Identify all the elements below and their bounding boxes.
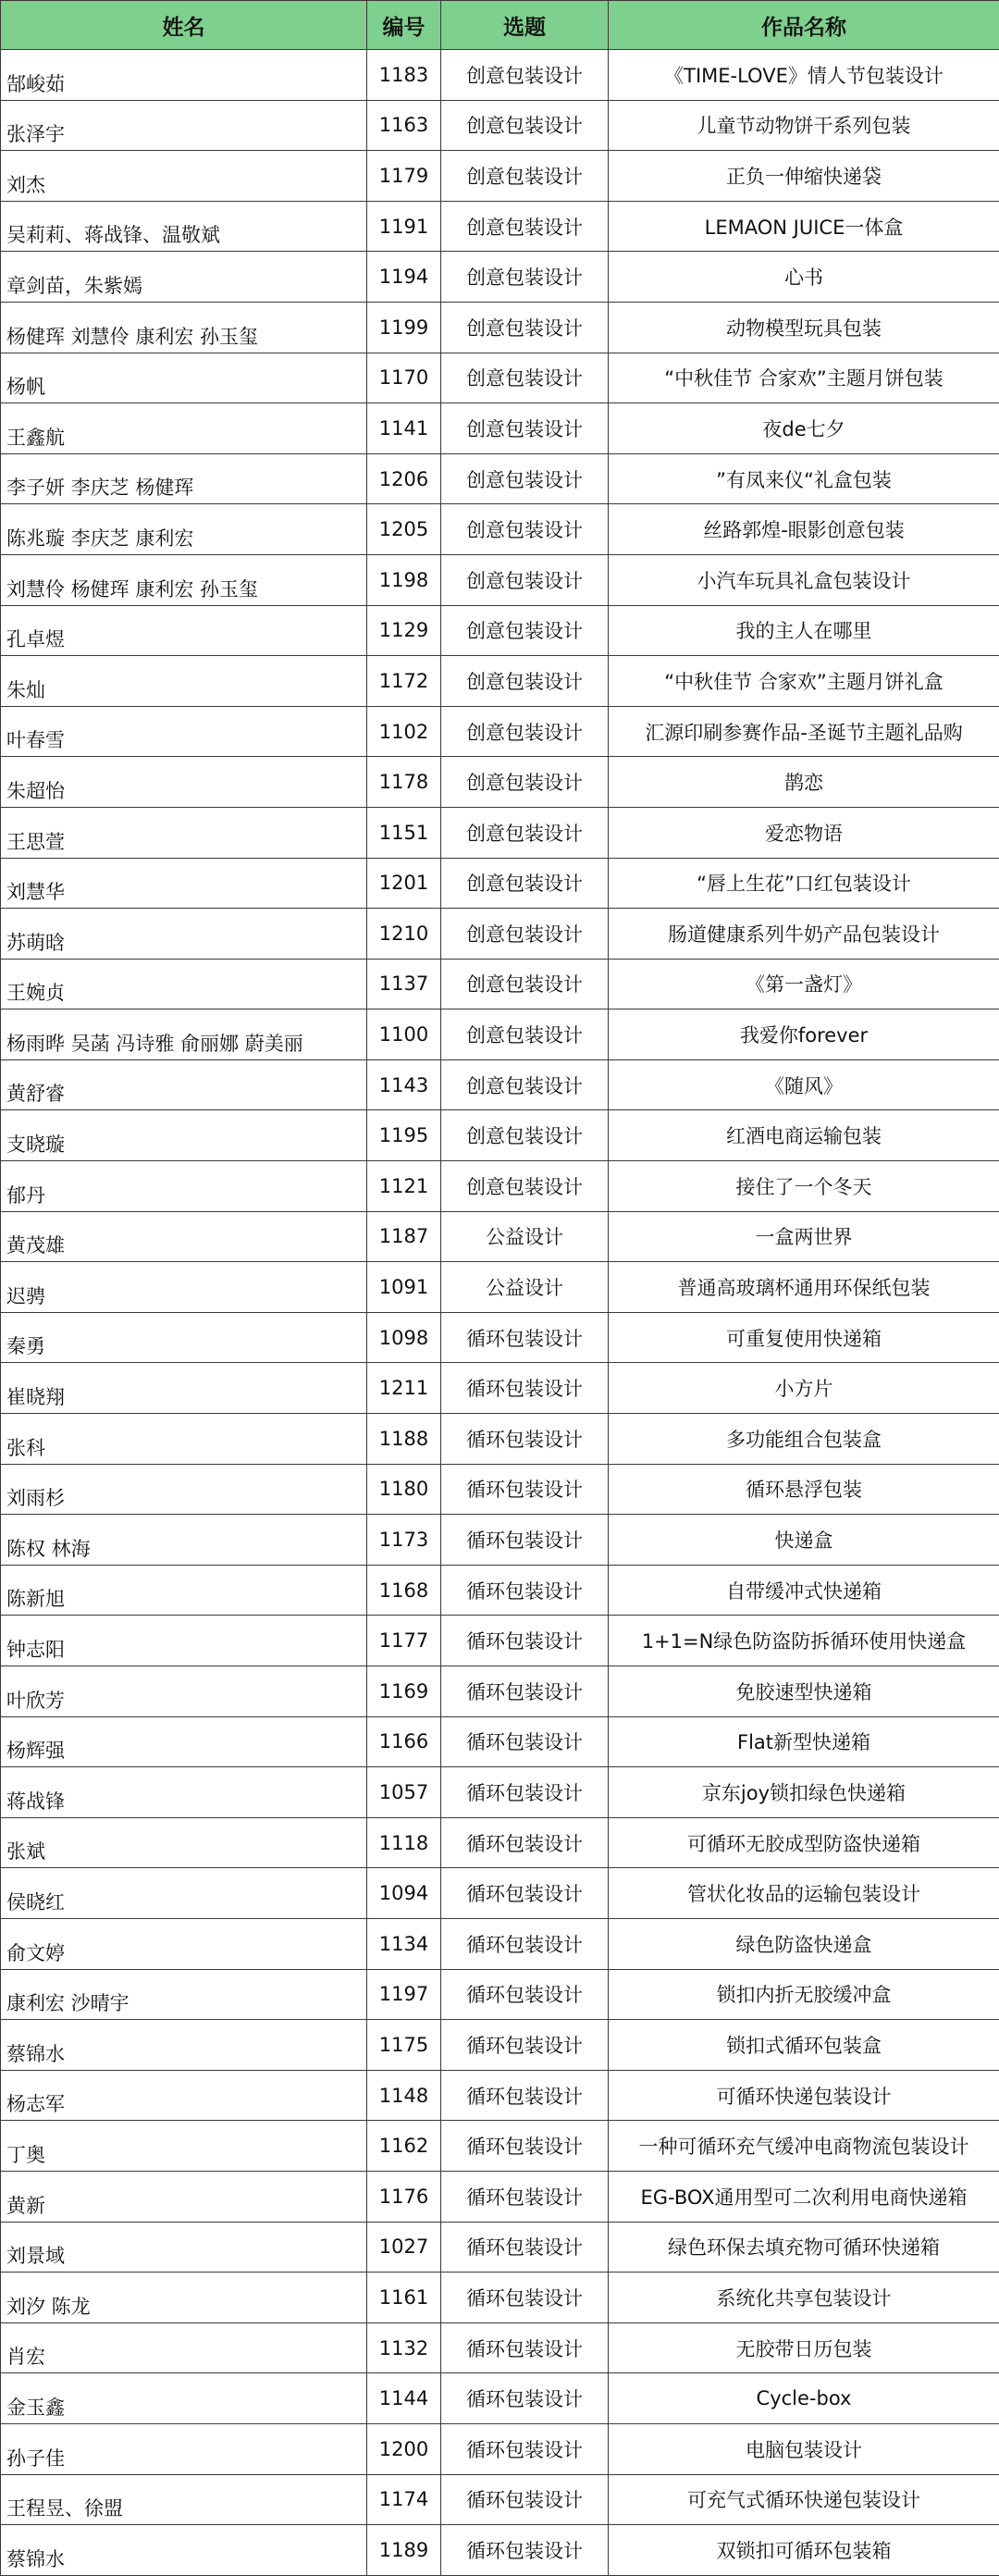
- cell-number: 1198: [367, 554, 441, 605]
- cell-topic: 循环包装设计: [441, 1515, 609, 1566]
- cell-number: 1210: [367, 909, 441, 960]
- cell-work-title: 我爱你forever: [609, 1009, 999, 1060]
- cell-work-title: 无胶带日历包装: [609, 2322, 999, 2373]
- cell-topic: 创意包装设计: [441, 706, 609, 757]
- cell-topic: 循环包装设计: [441, 1716, 609, 1767]
- cell-number: 1118: [367, 1817, 441, 1868]
- cell-topic: 循环包装设计: [441, 2525, 609, 2576]
- cell-name: 张泽宇: [1, 100, 367, 151]
- cell-number: 1144: [367, 2373, 441, 2424]
- cell-name: 章剑苗，朱紫嫣: [1, 252, 367, 303]
- cell-number: 1173: [367, 1515, 441, 1566]
- table-row: [1, 1817, 999, 1868]
- table-row: [1, 959, 999, 1009]
- cell-name: 杨志军: [1, 2070, 367, 2121]
- table-row: [1, 2121, 999, 2172]
- cell-topic: 循环包装设计: [441, 2171, 609, 2222]
- cell-name: 钟志阳: [1, 1616, 367, 1666]
- cell-work-title: 《随风》: [609, 1059, 999, 1110]
- cell-number: 1188: [367, 1414, 441, 1465]
- table-row: [1, 100, 999, 151]
- cell-work-title: 可重复使用快递箱: [609, 1312, 999, 1363]
- cell-work-title: 多功能组合包装盒: [609, 1414, 999, 1465]
- table-row: [1, 50, 999, 101]
- cell-work-title: 系统化共享包装设计: [609, 2273, 999, 2323]
- table-row: [1, 757, 999, 808]
- table-row: [1, 2222, 999, 2273]
- cell-name: 王思萱: [1, 807, 367, 858]
- cell-work-title: 小汽车玩具礼盒包装设计: [609, 554, 999, 605]
- cell-name: 秦勇: [1, 1312, 367, 1363]
- cell-work-title: 电脑包装设计: [609, 2423, 999, 2474]
- cell-topic: 创意包装设计: [441, 353, 609, 403]
- table-row: [1, 1009, 999, 1060]
- header-name: 姓名: [1, 1, 367, 50]
- cell-topic: 循环包装设计: [441, 1616, 609, 1666]
- cell-work-title: 普通高玻璃杯通用环保纸包装: [609, 1262, 999, 1313]
- cell-name: 刘雨杉: [1, 1464, 367, 1515]
- cell-work-title: 鹊恋: [609, 757, 999, 808]
- table-row: [1, 1110, 999, 1161]
- table-row: [1, 151, 999, 202]
- cell-name: 朱超怡: [1, 757, 367, 808]
- cell-topic: 创意包装设计: [441, 858, 609, 909]
- cell-number: 1180: [367, 1464, 441, 1515]
- cell-topic: 创意包装设计: [441, 403, 609, 454]
- cell-name: 黄新: [1, 2171, 367, 2222]
- cell-number: 1199: [367, 302, 441, 353]
- cell-name: 孔卓煜: [1, 605, 367, 656]
- cell-topic: 循环包装设计: [441, 1464, 609, 1515]
- cell-work-title: 夜de七夕: [609, 403, 999, 454]
- cell-work-title: 京东joy锁扣绿色快递箱: [609, 1767, 999, 1818]
- cell-work-title: 锁扣内折无胶缓冲盒: [609, 1969, 999, 2020]
- cell-name: 王程昱、徐盟: [1, 2474, 367, 2525]
- cell-topic: 公益设计: [441, 1211, 609, 1262]
- cell-number: 1194: [367, 252, 441, 303]
- cell-name: 叶春雪: [1, 706, 367, 757]
- cell-number: 1175: [367, 2020, 441, 2071]
- cell-topic: 循环包装设计: [441, 1969, 609, 2020]
- cell-number: 1027: [367, 2222, 441, 2273]
- table-row: [1, 807, 999, 858]
- cell-topic: 循环包装设计: [441, 1666, 609, 1717]
- table-row: [1, 909, 999, 960]
- cell-number: 1191: [367, 201, 441, 252]
- cell-name: 王婉贞: [1, 959, 367, 1009]
- table-row: [1, 201, 999, 252]
- cell-work-title: 免胶速型快递箱: [609, 1666, 999, 1717]
- cell-work-title: 自带缓冲式快递箱: [609, 1565, 999, 1616]
- cell-topic: 创意包装设计: [441, 151, 609, 202]
- cell-work-title: 管状化妆品的运输包装设计: [609, 1868, 999, 1919]
- table-row: [1, 1363, 999, 1414]
- cell-name: 孙子佳: [1, 2423, 367, 2474]
- table-row: [1, 2273, 999, 2323]
- cell-topic: 创意包装设计: [441, 757, 609, 808]
- table-row: [1, 1414, 999, 1465]
- table-row: [1, 1211, 999, 1262]
- cell-topic: 公益设计: [441, 1262, 609, 1313]
- table-row: [1, 1565, 999, 1616]
- cell-number: 1137: [367, 959, 441, 1009]
- cell-number: 1195: [367, 1110, 441, 1161]
- cell-number: 1177: [367, 1616, 441, 1666]
- table-row: [1, 1616, 999, 1666]
- cell-number: 1179: [367, 151, 441, 202]
- table-row: [1, 504, 999, 555]
- cell-work-title: 双锁扣可循环包装箱: [609, 2525, 999, 2576]
- cell-topic: 循环包装设计: [441, 1414, 609, 1465]
- cell-work-title: 肠道健康系列牛奶产品包装设计: [609, 909, 999, 960]
- cell-name: 陈兆璇 李庆芝 康利宏: [1, 504, 367, 555]
- cell-number: 1187: [367, 1211, 441, 1262]
- header-work-title: 作品名称: [609, 1, 999, 50]
- cell-topic: 创意包装设计: [441, 50, 609, 101]
- table-row: [1, 403, 999, 454]
- cell-work-title: 心书: [609, 252, 999, 303]
- cell-number: 1129: [367, 605, 441, 656]
- cell-name: 黄茂雄: [1, 1211, 367, 1262]
- cell-work-title: 丝路郭煌-眼影创意包装: [609, 504, 999, 555]
- cell-work-title: 爱恋物语: [609, 807, 999, 858]
- cell-name: 张科: [1, 1414, 367, 1465]
- cell-topic: 创意包装设计: [441, 302, 609, 353]
- cell-topic: 循环包装设计: [441, 1918, 609, 1969]
- cell-number: 1151: [367, 807, 441, 858]
- cell-name: 黄舒睿: [1, 1059, 367, 1110]
- cell-name: 杨健珲 刘慧伶 康利宏 孙玉玺: [1, 302, 367, 353]
- table-row: [1, 2373, 999, 2424]
- table-row: [1, 1312, 999, 1363]
- cell-number: 1100: [367, 1009, 441, 1060]
- cell-name: 叶欣芳: [1, 1666, 367, 1717]
- cell-topic: 循环包装设计: [441, 2423, 609, 2474]
- cell-topic: 创意包装设计: [441, 1059, 609, 1110]
- table-row: [1, 858, 999, 909]
- header-number: 编号: [367, 1, 441, 50]
- cell-number: 1057: [367, 1767, 441, 1818]
- cell-name: 李子妍 李庆芝 杨健珲: [1, 453, 367, 504]
- cell-topic: 循环包装设计: [441, 1363, 609, 1414]
- cell-work-title: “中秋佳节 合家欢”主题月饼包装: [609, 353, 999, 403]
- cell-work-title: 红酒电商运输包装: [609, 1110, 999, 1161]
- cell-number: 1141: [367, 403, 441, 454]
- cell-topic: 创意包装设计: [441, 909, 609, 960]
- cell-work-title: 锁扣式循环包装盒: [609, 2020, 999, 2071]
- cell-topic: 循环包装设计: [441, 2222, 609, 2273]
- cell-number: 1169: [367, 1666, 441, 1717]
- cell-work-title: Flat新型快递箱: [609, 1716, 999, 1767]
- cell-topic: 循环包装设计: [441, 2273, 609, 2323]
- cell-name: 陈权 林海: [1, 1515, 367, 1566]
- table-row: [1, 1767, 999, 1818]
- cell-number: 1098: [367, 1312, 441, 1363]
- cell-name: 刘杰: [1, 151, 367, 202]
- table-row: [1, 2474, 999, 2525]
- cell-work-title: 绿色环保去填充物可循环快递箱: [609, 2222, 999, 2273]
- cell-name: 刘慧华: [1, 858, 367, 909]
- cell-name: 杨雨晔 吴菡 冯诗雅 俞丽娜 蔚美丽: [1, 1009, 367, 1060]
- table-row: [1, 252, 999, 303]
- cell-work-title: 《第一盏灯》: [609, 959, 999, 1009]
- table-row: [1, 1161, 999, 1212]
- cell-topic: 创意包装设计: [441, 1110, 609, 1161]
- cell-number: 1148: [367, 2070, 441, 2121]
- cell-topic: 循环包装设计: [441, 2373, 609, 2424]
- table-row: [1, 2020, 999, 2071]
- table-row: [1, 2423, 999, 2474]
- cell-number: 1170: [367, 353, 441, 403]
- cell-topic: 循环包装设计: [441, 1868, 609, 1919]
- table-row: [1, 554, 999, 605]
- header-topic: 选题: [441, 1, 609, 50]
- cell-work-title: 我的主人在哪里: [609, 605, 999, 656]
- cell-topic: 创意包装设计: [441, 656, 609, 707]
- cell-name: 侯晓红: [1, 1868, 367, 1919]
- cell-work-title: 可循环快递包装设计: [609, 2070, 999, 2121]
- table-row: [1, 1059, 999, 1110]
- table-row: [1, 453, 999, 504]
- cell-name: 蒋战锋: [1, 1767, 367, 1818]
- cell-topic: 创意包装设计: [441, 1161, 609, 1212]
- cell-number: 1174: [367, 2474, 441, 2525]
- cell-work-title: 一种可循环充气缓冲电商物流包装设计: [609, 2121, 999, 2172]
- cell-name: 支晓璇: [1, 1110, 367, 1161]
- cell-topic: 循环包装设计: [441, 1565, 609, 1616]
- cell-name: 郁丹: [1, 1161, 367, 1212]
- cell-topic: 创意包装设计: [441, 201, 609, 252]
- cell-number: 1162: [367, 2121, 441, 2172]
- table-row: [1, 2070, 999, 2121]
- cell-number: 1211: [367, 1363, 441, 1414]
- cell-topic: 创意包装设计: [441, 554, 609, 605]
- cell-topic: 创意包装设计: [441, 504, 609, 555]
- table-row: [1, 706, 999, 757]
- table-row: [1, 302, 999, 353]
- cell-topic: 循环包装设计: [441, 2322, 609, 2373]
- cell-name: 刘慧伶 杨健珲 康利宏 孙玉玺: [1, 554, 367, 605]
- cell-topic: 循环包装设计: [441, 2020, 609, 2071]
- cell-number: 1102: [367, 706, 441, 757]
- cell-number: 1176: [367, 2171, 441, 2222]
- cell-number: 1143: [367, 1059, 441, 1110]
- table-row: [1, 1918, 999, 1969]
- cell-topic: 循环包装设计: [441, 2474, 609, 2525]
- cell-name: 蔡锦水: [1, 2020, 367, 2071]
- table-row: [1, 353, 999, 403]
- cell-topic: 创意包装设计: [441, 959, 609, 1009]
- cell-number: 1134: [367, 1918, 441, 1969]
- cell-name: 康利宏 沙晴宇: [1, 1969, 367, 2020]
- cell-work-title: 快递盒: [609, 1515, 999, 1566]
- cell-name: 杨帆: [1, 353, 367, 403]
- cell-work-title: 正负一伸缩快递袋: [609, 151, 999, 202]
- table-row: [1, 2322, 999, 2373]
- cell-topic: 创意包装设计: [441, 1009, 609, 1060]
- cell-name: 崔晓翔: [1, 1363, 367, 1414]
- cell-number: 1205: [367, 504, 441, 555]
- cell-topic: 创意包装设计: [441, 807, 609, 858]
- cell-work-title: 一盒两世界: [609, 1211, 999, 1262]
- table-row: [1, 1515, 999, 1566]
- cell-name: 肖宏: [1, 2322, 367, 2373]
- cell-work-title: “中秋佳节 合家欢”主题月饼礼盒: [609, 656, 999, 707]
- cell-work-title: 循环悬浮包装: [609, 1464, 999, 1515]
- cell-work-title: LEMAON JUICE一体盒: [609, 201, 999, 252]
- cell-work-title: 接住了一个冬天: [609, 1161, 999, 1212]
- cell-number: 1178: [367, 757, 441, 808]
- table-row: [1, 1716, 999, 1767]
- cell-work-title: EG-BOX通用型可二次利用电商快递箱: [609, 2171, 999, 2222]
- cell-name: 刘汐 陈龙: [1, 2273, 367, 2323]
- cell-number: 1094: [367, 1868, 441, 1919]
- cell-number: 1091: [367, 1262, 441, 1313]
- cell-number: 1121: [367, 1161, 441, 1212]
- cell-number: 1197: [367, 1969, 441, 2020]
- cell-number: 1132: [367, 2322, 441, 2373]
- cell-name: 刘景域: [1, 2222, 367, 2273]
- cell-work-title: 绿色防盗快递盒: [609, 1918, 999, 1969]
- cell-work-title: 《TIME-LOVE》情人节包装设计: [609, 50, 999, 101]
- cell-number: 1172: [367, 656, 441, 707]
- cell-name: 蔡锦水: [1, 2525, 367, 2576]
- cell-name: 俞文婷: [1, 1918, 367, 1969]
- cell-topic: 创意包装设计: [441, 605, 609, 656]
- cell-number: 1206: [367, 453, 441, 504]
- cell-work-title: ”有凤来仪“礼盒包装: [609, 453, 999, 504]
- table-row: [1, 2171, 999, 2222]
- cell-name: 苏萌晗: [1, 909, 367, 960]
- cell-work-title: “唇上生花”口红包装设计: [609, 858, 999, 909]
- header-row: [1, 1, 999, 50]
- cell-name: 金玉鑫: [1, 2373, 367, 2424]
- table-row: [1, 1464, 999, 1515]
- cell-name: 迟骋: [1, 1262, 367, 1313]
- cell-work-title: 动物模型玩具包装: [609, 302, 999, 353]
- cell-topic: 创意包装设计: [441, 100, 609, 151]
- cell-name: 丁奥: [1, 2121, 367, 2172]
- table-row: [1, 1262, 999, 1313]
- cell-topic: 循环包装设计: [441, 1767, 609, 1818]
- cell-topic: 创意包装设计: [441, 453, 609, 504]
- cell-name: 陈新旭: [1, 1565, 367, 1616]
- cell-number: 1183: [367, 50, 441, 101]
- cell-name: 朱灿: [1, 656, 367, 707]
- cell-number: 1189: [367, 2525, 441, 2576]
- cell-work-title: 可循环无胶成型防盗快递箱: [609, 1817, 999, 1868]
- cell-number: 1161: [367, 2273, 441, 2323]
- cell-topic: 循环包装设计: [441, 1312, 609, 1363]
- cell-number: 1200: [367, 2423, 441, 2474]
- table-row: [1, 605, 999, 656]
- cell-work-title: 1+1=N绿色防盗防拆循环使用快递盒: [609, 1616, 999, 1666]
- cell-number: 1166: [367, 1716, 441, 1767]
- cell-work-title: 儿童节动物饼干系列包装: [609, 100, 999, 151]
- cell-name: 郜峻茹: [1, 50, 367, 101]
- cell-name: 王鑫航: [1, 403, 367, 454]
- table-row: [1, 1868, 999, 1919]
- table-row: [1, 2525, 999, 2576]
- table-row: [1, 1666, 999, 1717]
- cell-work-title: 汇源印刷参赛作品-圣诞节主题礼品购: [609, 706, 999, 757]
- cell-name: 吴莉莉、蒋战锋、温敬斌: [1, 201, 367, 252]
- cell-name: 杨辉强: [1, 1716, 367, 1767]
- cell-number: 1168: [367, 1565, 441, 1616]
- cell-number: 1163: [367, 100, 441, 151]
- cell-number: 1201: [367, 858, 441, 909]
- table-row: [1, 1969, 999, 2020]
- cell-work-title: 可充气式循环快递包装设计: [609, 2474, 999, 2525]
- cell-work-title: 小方片: [609, 1363, 999, 1414]
- cell-work-title: Cycle-box: [609, 2373, 999, 2424]
- table-row: [1, 656, 999, 707]
- cell-topic: 创意包装设计: [441, 252, 609, 303]
- cell-topic: 循环包装设计: [441, 2121, 609, 2172]
- cell-name: 张斌: [1, 1817, 367, 1868]
- cell-topic: 循环包装设计: [441, 2070, 609, 2121]
- cell-topic: 循环包装设计: [441, 1817, 609, 1868]
